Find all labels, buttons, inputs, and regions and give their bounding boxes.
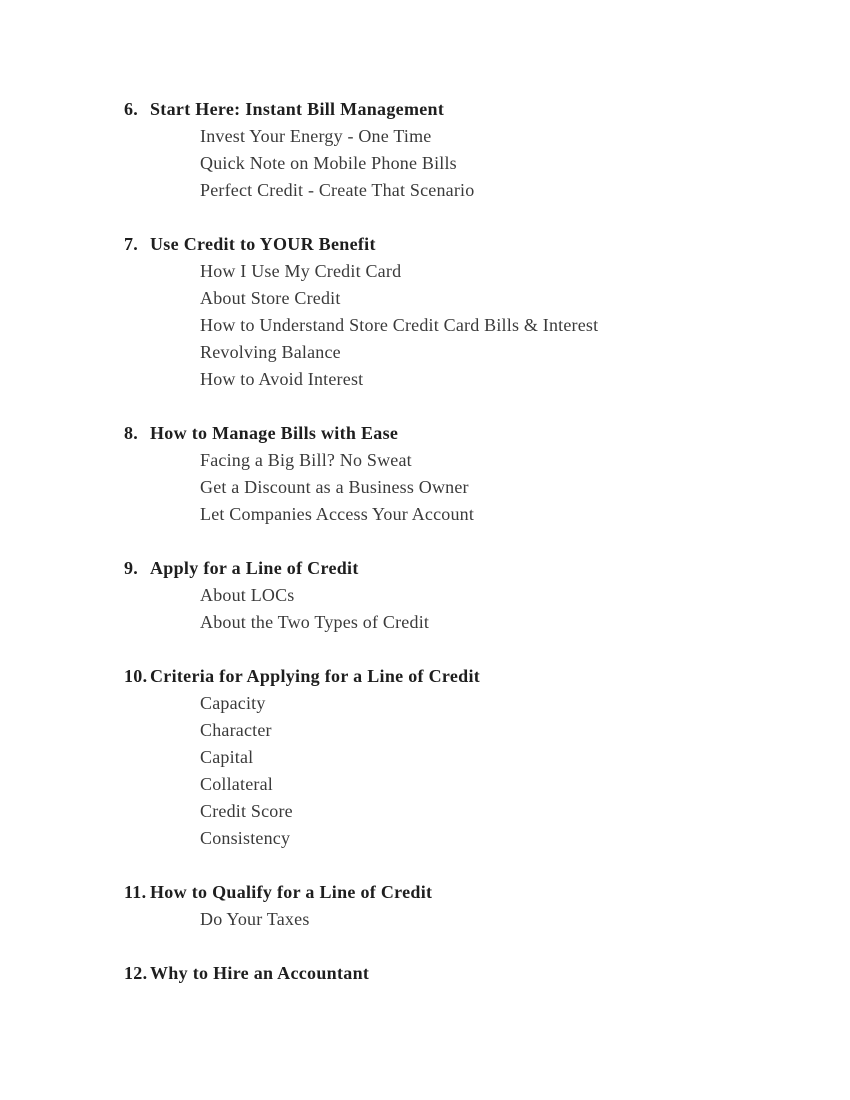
toc-subitem: Credit Score	[200, 801, 293, 821]
toc-section-number: 7.	[124, 234, 139, 254]
toc-section-7	[124, 231, 810, 393]
toc-section-title: Criteria for Applying for a Line of Credit	[150, 666, 481, 686]
toc-subitem: Capital	[200, 747, 254, 767]
toc-heading	[124, 960, 810, 987]
toc-section-10	[124, 663, 810, 852]
toc-subitem: Perfect Credit - Create That Scenario	[200, 180, 475, 200]
toc-section-6	[124, 96, 810, 204]
toc-subitem: How to Avoid Interest	[200, 369, 364, 389]
toc-section-number: 6.	[124, 99, 139, 119]
toc-heading	[124, 96, 810, 123]
toc-section-8	[124, 420, 810, 528]
toc-section-title: How to Qualify for a Line of Credit	[150, 882, 433, 902]
toc-section-12	[124, 960, 810, 987]
toc-subitem: Facing a Big Bill? No Sweat	[200, 450, 412, 470]
toc-section-number: 11.	[124, 882, 147, 902]
toc-subitem: Capacity	[200, 693, 266, 713]
toc-section-9	[124, 555, 810, 636]
toc-subitem: Quick Note on Mobile Phone Bills	[200, 153, 457, 173]
toc-subitem: Revolving Balance	[200, 342, 341, 362]
toc-subitem: Collateral	[200, 774, 273, 794]
toc-subitem: About LOCs	[200, 585, 295, 605]
toc-subitem: Consistency	[200, 828, 291, 848]
toc-subitem: Do Your Taxes	[200, 909, 310, 929]
toc-section-11	[124, 879, 810, 933]
toc-heading	[124, 420, 810, 447]
toc-section-title: Apply for a Line of Credit	[150, 558, 359, 578]
toc-section-number: 12.	[124, 963, 148, 983]
toc-subitem: About the Two Types of Credit	[200, 612, 430, 632]
toc-subitem: Let Companies Access Your Account	[200, 504, 475, 524]
toc-subitem: Character	[200, 720, 272, 740]
toc-section-number: 10.	[124, 666, 148, 686]
toc-subitem: How to Understand Store Credit Card Bills & Interest	[200, 315, 599, 335]
toc-section-title: Why to Hire an Accountant	[150, 963, 370, 983]
toc-subitem: Invest Your Energy - One Time	[200, 126, 432, 146]
toc-heading	[124, 555, 810, 582]
toc-subitem: How I Use My Credit Card	[200, 261, 402, 281]
toc-subitem: About Store Credit	[200, 288, 341, 308]
toc-section-number: 9.	[124, 558, 139, 578]
toc-section-title: Use Credit to YOUR Benefit	[150, 234, 376, 254]
toc-heading	[124, 663, 810, 690]
toc-subitem: Get a Discount as a Business Owner	[200, 477, 469, 497]
table-of-contents	[124, 96, 810, 987]
toc-heading	[124, 879, 810, 906]
toc-section-title: Start Here: Instant Bill Management	[150, 99, 445, 119]
toc-section-number: 8.	[124, 423, 139, 443]
toc-heading	[124, 231, 810, 258]
toc-section-title: How to Manage Bills with Ease	[150, 423, 399, 443]
